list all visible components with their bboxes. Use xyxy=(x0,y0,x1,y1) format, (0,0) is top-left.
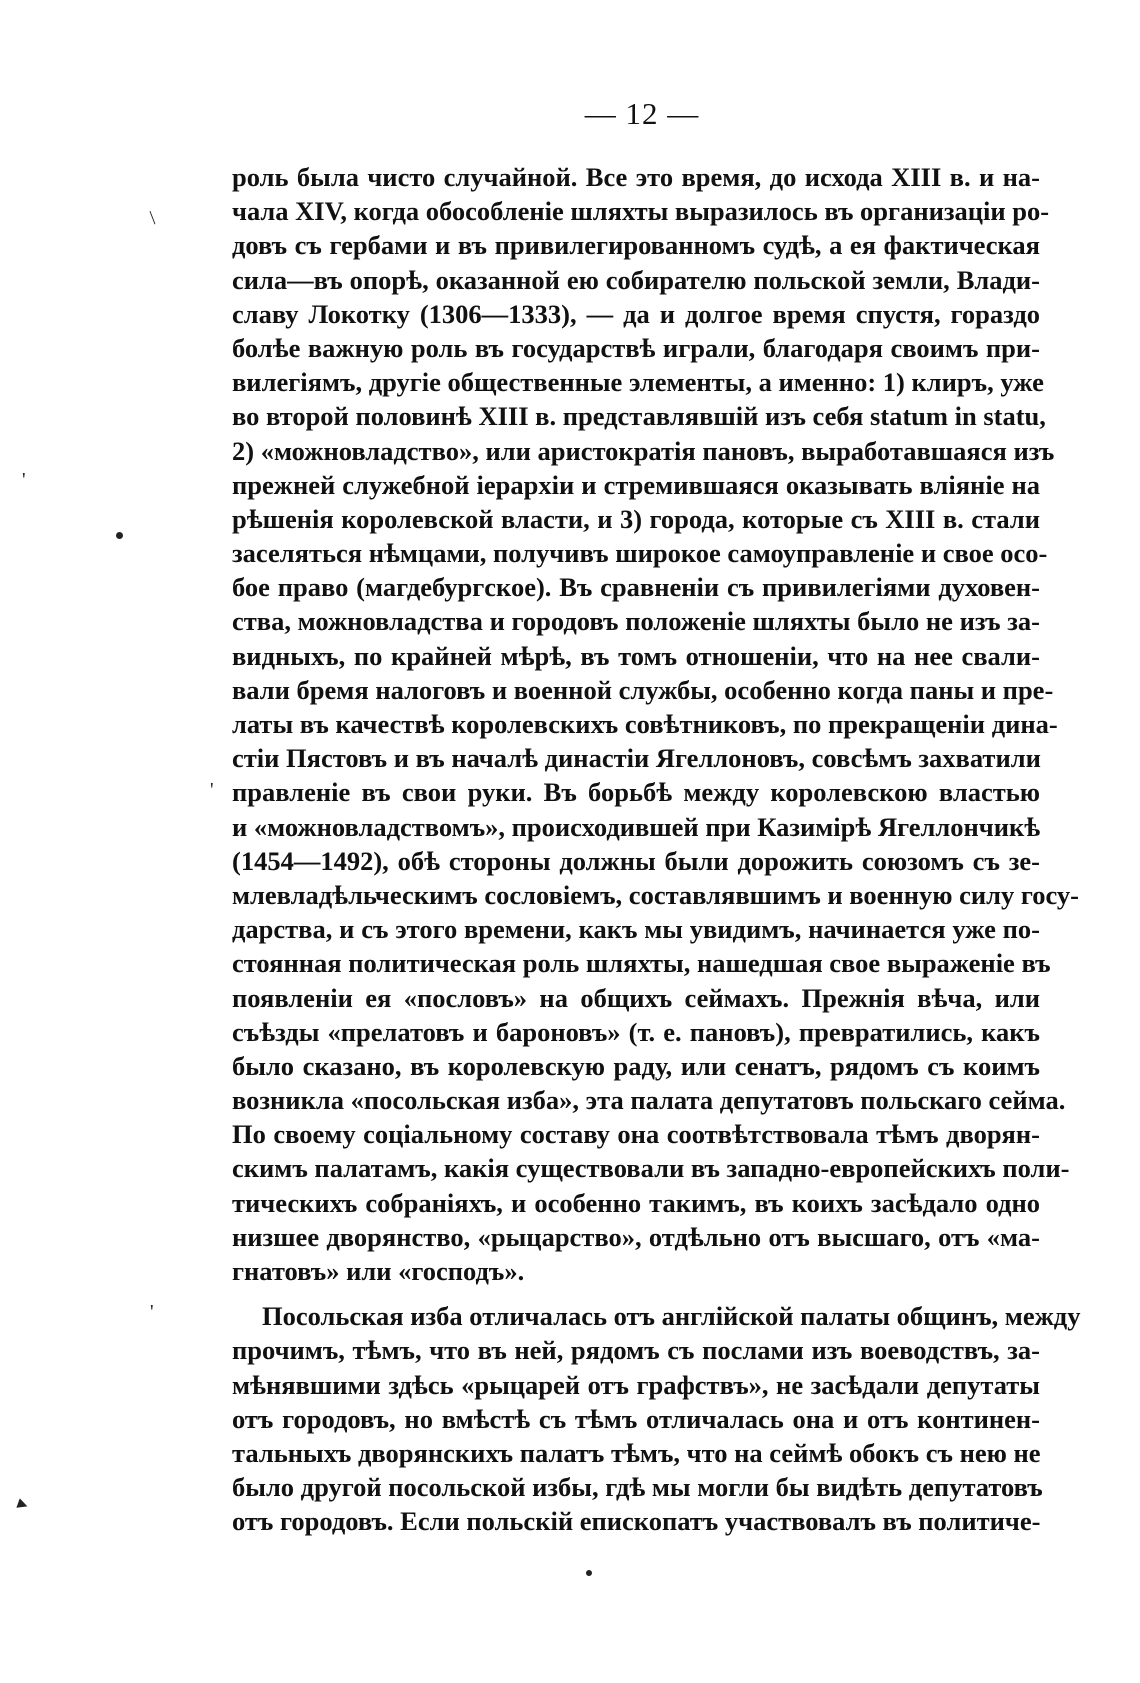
text-line: гнатовъ» или «господъ». xyxy=(232,1256,525,1286)
text-line: стіи Пястовъ и въ началѣ династіи Ягеллоновъ, совсѣмъ захватили xyxy=(232,743,1041,774)
scan-mark: ' xyxy=(22,469,26,491)
text-line: роль была чисто случайной. Все это время, до исхода XIII в. и на- xyxy=(232,162,1040,192)
page-number: — 12 — xyxy=(584,96,700,131)
text-line: стоянная политическая роль шляхты, нашедшая свое выраженіе въ xyxy=(232,948,1051,979)
text-line: бое право (магдебургское). Въ сравненіи съ привилегіями духовен- xyxy=(232,572,1040,603)
text-line: во второй половинѣ XIII в. представлявшій изъ себя statum in statu, xyxy=(232,401,1046,432)
text-line: съѣзды «прелатовъ и бароновъ» (т. е. пановъ), превратились, какъ xyxy=(232,1016,1040,1047)
scan-dot xyxy=(586,1570,592,1576)
text-line: вилегіямъ, другіе общественные элементы, а именно: 1) клиръ, уже xyxy=(232,367,1044,398)
scan-mark: ' xyxy=(210,779,214,801)
paragraph-gap xyxy=(232,1288,1040,1299)
scan-dot xyxy=(116,532,123,539)
text-line: дарства, и съ этого времени, какъ мы увидимъ, начинается уже по- xyxy=(232,914,1040,945)
text-line: видныхъ, по крайней мѣрѣ, въ томъ отношеніи, что на нее свали- xyxy=(232,640,1040,671)
text-line: славу Локотку (1306—1333), — да и долгое время спустя, гораздо xyxy=(232,298,1040,329)
text-line: отъ городовъ, но вмѣстѣ съ тѣмъ отличалась она и отъ континен- xyxy=(232,1403,1040,1434)
text-line: Посольская изба отличалась отъ англійской палаты общинъ, между xyxy=(262,1301,1081,1332)
text-line: чала XIV, когда обособленіе шляхты выразилось въ организаціи ро- xyxy=(232,196,1050,227)
text-line: скимъ палатамъ, какія существовали въ западно-европейскихъ поли- xyxy=(232,1153,1070,1184)
text-line: По своему соціальному составу она соотвѣтствовала тѣмъ дворян- xyxy=(232,1119,1040,1150)
text-line: и «можновладствомъ», происходившей при Казимірѣ Ягеллончикѣ xyxy=(232,811,1041,842)
scan-mark: / xyxy=(143,207,162,229)
text-line: правленіе въ свои руки. Въ борьбѣ между королевскою властью xyxy=(232,777,1040,808)
text-line: 2) «можновладство», или аристократія пановъ, выработавшаяся изъ xyxy=(232,435,1055,466)
text-line: латы въ качествѣ королевскихъ совѣтниковъ, по прекращеніи дина- xyxy=(232,709,1058,739)
text-line: тальныхъ дворянскихъ палатъ тѣмъ, что на сеймѣ обокъ съ нею не xyxy=(232,1437,1041,1468)
text-line: рѣшенія королевской власти, и 3) города, которые съ XIII в. стали xyxy=(232,503,1040,534)
text-line: отъ городовъ. Если польскій епископатъ участвовалъ въ политиче- xyxy=(232,1506,1041,1537)
text-line: (1454—1492), обѣ стороны должны были дорожить союзомъ съ зе- xyxy=(232,845,1040,876)
text-line: ства, можновладства и городовъ положеніе шляхты было не изъ за- xyxy=(232,606,1040,637)
text-line: млевладѣльческимъ сословіемъ, составлявшимъ и военную силу госу- xyxy=(232,879,1079,910)
text-line: заселяться нѣмцами, получивъ широкое самоуправленіе и свое осо- xyxy=(232,538,1048,569)
text-line: сила—въ опорѣ, оказанной ею собирателю польской земли, Влади- xyxy=(232,264,1040,295)
body-text xyxy=(232,160,1081,1539)
text-line: прежней служебной іерархіи и стремившаяся оказывать вліяніе на xyxy=(232,469,1040,500)
text-line: вали бремя налоговъ и военной службы, особенно когда паны и пре- xyxy=(232,674,1054,705)
text-line: довъ съ гербами и въ привилегированномъ судѣ, а ея фактическая xyxy=(232,230,1040,261)
text-line: появленіи ея «пословъ» на общихъ сеймахъ. Прежнія вѣча, или xyxy=(232,982,1040,1013)
text-line: мѣнявшими здѣсь «рыцарей отъ графствъ», не засѣдали депутаты xyxy=(232,1369,1040,1400)
text-line: низшее дворянство, «рыцарство», отдѣльно отъ высшаго, отъ «ма- xyxy=(232,1221,1040,1252)
text-line: прочимъ, тѣмъ, что въ ней, рядомъ съ послами изъ воеводствъ, за- xyxy=(232,1335,1040,1366)
paragraph-2 xyxy=(232,1299,1081,1538)
text-line: было другой посольской избы, гдѣ мы могли бы видѣть депутатовъ xyxy=(232,1472,1043,1503)
text-line: было сказано, въ королевскую раду, или сенатъ, рядомъ съ коимъ xyxy=(232,1050,1040,1081)
text-line: болѣе важную роль въ государствѣ играли, благодаря своимъ при- xyxy=(232,332,1040,363)
paragraph-1 xyxy=(232,160,1079,1288)
scan-mark: ▸ xyxy=(14,1491,32,1517)
text-line: тическихъ собраніяхъ, и особенно такимъ, въ коихъ засѣдало одно xyxy=(232,1187,1040,1218)
scan-mark: ' xyxy=(150,1301,154,1323)
text-line: возникла «посольская изба», эта палата депутатовъ польскаго сейма. xyxy=(232,1085,1066,1116)
